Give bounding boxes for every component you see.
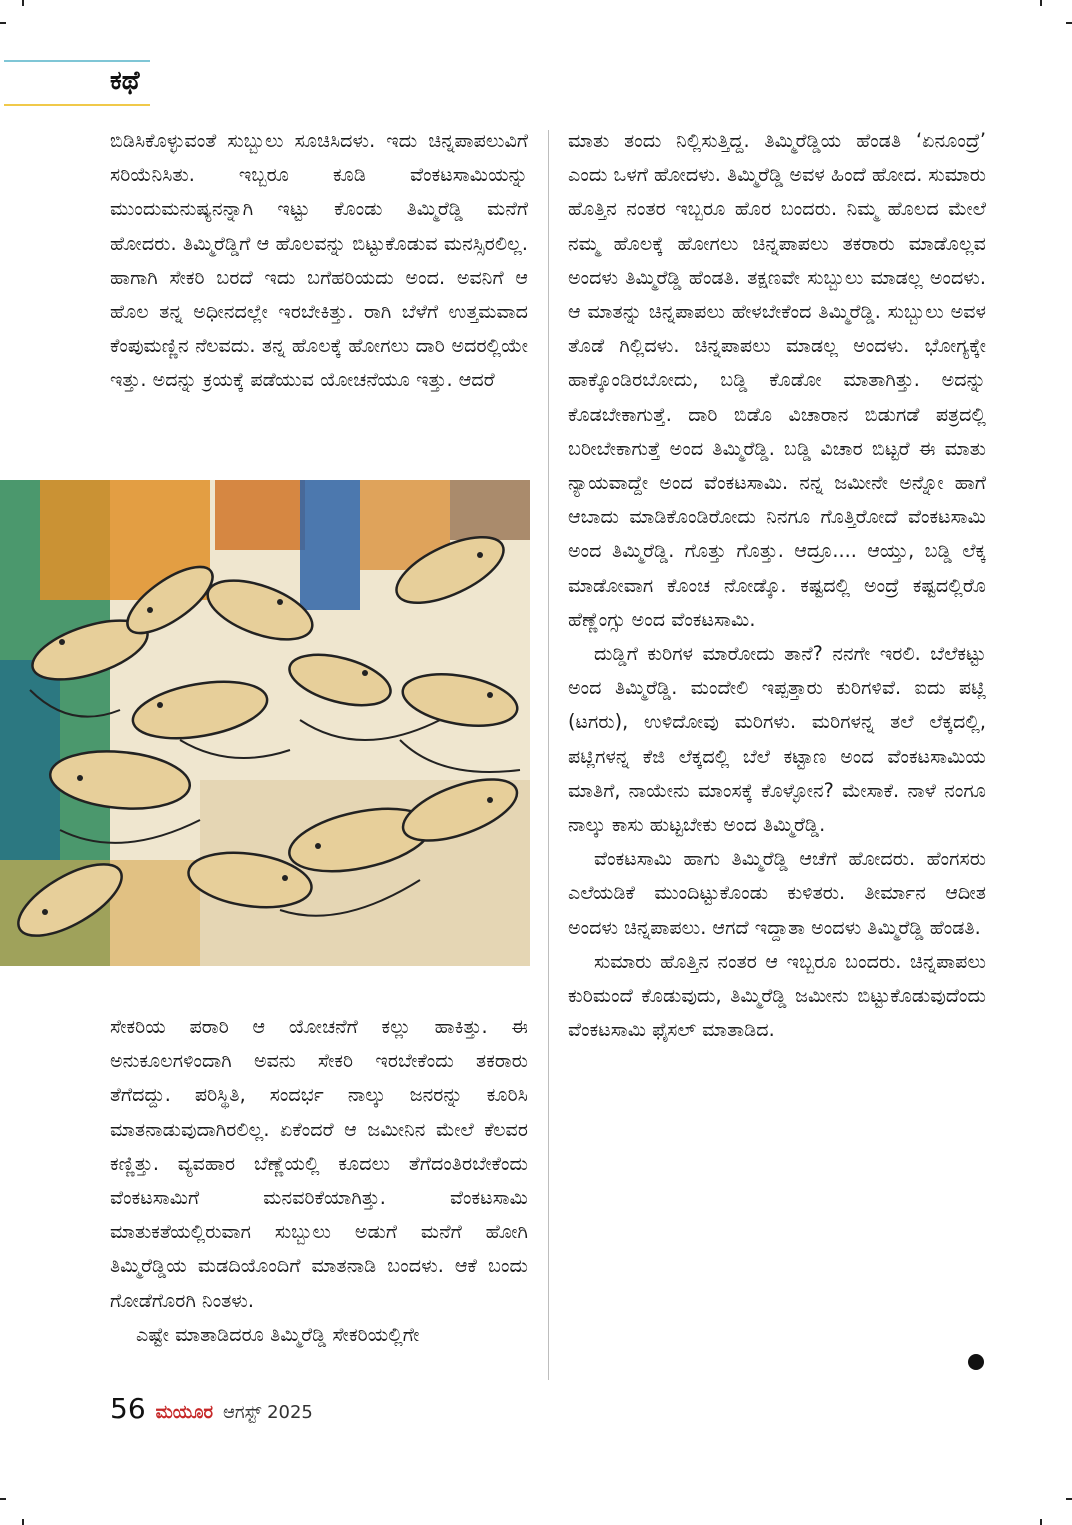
crop-mark bbox=[1066, 22, 1072, 24]
page-footer bbox=[110, 1392, 313, 1428]
section-rule-top bbox=[4, 60, 150, 62]
section-label: ಕಥೆ bbox=[110, 66, 140, 96]
column-right bbox=[568, 124, 986, 1047]
paragraph: ಎಷ್ಟೇ ಮಾತಾಡಿದರೂ ತಿಮ್ಮಿರೆಡ್ಡಿ ಸೇಕರಿಯಲ್ಲಿಗೇ bbox=[136, 1322, 420, 1346]
paragraph: ಸುಮಾರು ಹೊತ್ತಿನ ನಂತರ ಆ ಇಬ್ಬರೂ ಬಂದರು. ಚಿನ್ನಪಾಪಲು ಕುರಿಮಂದೆ ಕೊಡುವುದು, ತಿಮ್ಮಿರೆಡ್ಡಿ ಜಮೀನು ಬಿಟ್ಟುಕೊಡುವುದೆಂದು ವೆಂಕಟಸಾಮಿ ಫೈಸಲ್ ಮಾತಾಡಿದ. bbox=[568, 949, 986, 1042]
magazine-logo: ಮಯೂರ bbox=[155, 1402, 214, 1423]
column-left-bottom bbox=[110, 1010, 528, 1352]
crop-mark bbox=[22, 1519, 24, 1525]
crop-mark bbox=[1066, 1498, 1072, 1500]
section-rule-bottom bbox=[4, 104, 150, 106]
column-left-top bbox=[110, 124, 528, 398]
page-number: 56 bbox=[110, 1392, 146, 1425]
illustration-sheep-flock bbox=[0, 480, 530, 966]
paragraph: ದುಡ್ಡಿಗೆ ಕುರಿಗಳ ಮಾರೋದು ತಾನೆ? ನನಗೇ ಇರಲಿ. ಬೆಲೆಕಟ್ಟು ಅಂದ ತಿಮ್ಮಿರೆಡ್ಡಿ. ಮಂದೇಲಿ ಇಪ್ಪತ್ತಾರು ಕುರಿಗಳಿವೆ. ಐದು ಪಟ್ಲಿ (ಟಗರು), ಉಳಿದೋವು ಮರಿಗಳು. ಮರಿಗಳನ್ನ ತಲೆ ಲೆಕ್ಕದಲ್ಲಿ, ಪಟ್ಲಿಗಳನ್ನ ಕೆಜಿ ಲೆಕ್ಕದಲ್ಲಿ ಬೆಲೆ ಕಟ್ಟಾಣ ಅಂದ ವೆಂಕಟಸಾಮಿಯ ಮಾತಿಗೆ, ನಾಯೇನು ಮಾಂಸಕ್ಕೆ ಕೊಳ್ಳೋನ? ಮೇಸಾಕೆ. ನಾಳೆ ನಂಗೂ ನಾಲ್ಕು ಕಾಸು ಹುಟ್ಟಬೇಕು ಅಂದ ತಿಮ್ಮಿರೆಡ್ಡಿ. bbox=[568, 642, 986, 837]
crop-mark bbox=[0, 1498, 6, 1500]
crop-mark bbox=[22, 0, 24, 6]
paragraph: ಬಿಡಿಸಿಕೊಳ್ಳುವಂತೆ ಸುಬ್ಬುಲು ಸೂಚಿಸಿದಳು. ಇದು ಚಿನ್ನಪಾಪಲುವಿಗೆ ಸರಿಯೆನಿಸಿತು. ಇಬ್ಬರೂ ಕೂಡಿ ವೆಂಕಟಸಾಮಿಯನ್ನು ಮುಂದುಮನುಷ್ಯನನ್ನಾಗಿ ಇಟ್ಟು ಕೊಂಡು ತಿಮ್ಮಿರೆಡ್ಡಿ ಮನೆಗೆ ಹೋದರು. ತಿಮ್ಮಿರೆಡ್ಡಿಗೆ ಆ ಹೊಲವನ್ನು ಬಿಟ್ಟುಕೊಡುವ ಮನಸ್ಸಿರಲಿಲ್ಲ. ಹಾಗಾಗಿ ಸೇಕರಿ ಬರದೆ ಇದು ಬಗೆಹರಿಯದು ಅಂದ. ಅವನಿಗೆ ಆ ಹೊಲ ತನ್ನ ಅಧೀನದಲ್ಲೇ ಇರಬೇಕಿತ್ತು. ರಾಗಿ ಬೆಳೆಗೆ ಉತ್ತಮವಾದ ಕೆಂಪುಮಣ್ಣಿನ ನೆಲವದು. ತನ್ನ ಹೊಲಕ್ಕೆ ಹೋಗಲು ದಾರಿ ಅದರಲ್ಲಿಯೇ ಇತ್ತು. ಅದನ್ನು ಕ್ರಯಕ್ಕೆ ಪಡೆಯುವ ಯೋಚನೆಯೂ ಇತ್ತು. ಆದರೆ bbox=[110, 129, 528, 392]
column-divider bbox=[548, 130, 549, 1380]
crop-mark bbox=[0, 22, 6, 24]
issue-date: ಆಗಸ್ಟ್ 2025 bbox=[223, 1402, 313, 1423]
paragraph: ವೆಂಕಟಸಾಮಿ ಹಾಗು ತಿಮ್ಮಿರೆಡ್ಡಿ ಆಚೆಗೆ ಹೋದರು. ಹೆಂಗಸರು ಎಲೆಯಡಿಕೆ ಮುಂದಿಟ್ಟುಕೊಂಡು ಕುಳಿತರು. ತೀರ್ಮಾನ ಆದೀತ ಅಂದಳು ಚಿನ್ನಪಾಪಲು. ಆಗದೆ ಇದ್ದಾತಾ ಅಂದಳು ತಿಮ್ಮಿರೆಡ್ಡಿ ಹೆಂಡತಿ. bbox=[568, 847, 986, 939]
paragraph: ಸೇಕರಿಯ ಪರಾರಿ ಆ ಯೋಚನೆಗೆ ಕಲ್ಲು ಹಾಕಿತ್ತು. ಈ ಅನುಕೂಲಗಳಿಂದಾಗಿ ಅವನು ಸೇಕರಿ ಇರಬೇಕೆಂದು ತಕರಾರು ತೆಗೆದದ್ದು. ಪರಿಸ್ಥಿತಿ, ಸಂದರ್ಭ ನಾಲ್ಕು ಜನರನ್ನು ಕೂರಿಸಿ ಮಾತನಾಡುವುದಾಗಿರಲಿಲ್ಲ. ಏಕೆಂದರೆ ಆ ಜಮೀನಿನ ಮೇಲೆ ಕೆಲವರ ಕಣ್ಣಿತ್ತು. ವ್ಯವಹಾರ ಬೆಣ್ಣೆಯಲ್ಲಿ ಕೂದಲು ತೆಗೆದಂತಿರಬೇಕೆಂದು ವೆಂಕಟಸಾಮಿಗೆ ಮನವರಿಕೆಯಾಗಿತ್ತು. ವೆಂಕಟಸಾಮಿ ಮಾತುಕತೆಯಲ್ಲಿರುವಾಗ ಸುಬ್ಬುಲು ಅಡುಗೆ ಮನೆಗೆ ಹೋಗಿ ತಿಮ್ಮಿರೆಡ್ಡಿಯ ಮಡದಿಯೊಂದಿಗೆ ಮಾತನಾಡಿ ಬಂದಳು. ಆಕೆ ಬಂದು ಗೋಡೆಗೊರಗಿ ನಿಂತಳು. bbox=[110, 1015, 528, 1312]
story-end-dot-icon bbox=[968, 1354, 984, 1370]
crop-mark bbox=[1040, 1519, 1042, 1525]
paragraph: ಮಾತು ತಂದು ನಿಲ್ಲಿಸುತ್ತಿದ್ದ. ತಿಮ್ಮಿರೆಡ್ಡಿಯ ಹೆಂಡತಿ ‘ಏನೂಂದ್ರೆ’ ಎಂದು ಒಳಗೆ ಹೋದಳು. ತಿಮ್ಮಿರೆಡ್ಡಿ ಅವಳ ಹಿಂದೆ ಹೋದ. ಸುಮಾರು ಹೊತ್ತಿನ ನಂತರ ಇಬ್ಬರೂ ಹೊರ ಬಂದರು. ನಿಮ್ಮ ಹೊಲದ ಮೇಲೆ ನಮ್ಮ ಹೊಲಕ್ಕೆ ಹೋಗಲು ಚಿನ್ನಪಾಪಲು ತಕರಾರು ಮಾಡೊಲ್ಲವ ಅಂದಳು ತಿಮ್ಮಿರೆಡ್ಡಿ ಹೆಂಡತಿ. ತಕ್ಷಣವೇ ಸುಬ್ಬುಲು ಮಾಡಲ್ಲ ಅಂದಳು. ಆ ಮಾತನ್ನು ಚಿನ್ನಪಾಪಲು ಹೇಳಬೇಕೆಂದ ತಿಮ್ಮಿರೆಡ್ಡಿ. ಸುಬ್ಬುಲು ಅವಳ ತೊಡೆ ಗಿಲ್ಲಿದಳು. ಚಿನ್ನಪಾಪಲು ಮಾಡಲ್ಲ ಅಂದಳು. ಭೋಗ್ಯಕ್ಕೇ ಹಾಕ್ಕೊಂಡಿರಬೋದು, ಬಡ್ಡಿ ಕೊಡೋ ಮಾತಾಗಿತ್ತು. ಅದನ್ನು ಕೊಡಬೇಕಾಗುತ್ತೆ. ದಾರಿ ಬಿಡೊ ವಿಚಾರಾನ ಬಿಡುಗಡೆ ಪತ್ರದಲ್ಲಿ ಬರೀಬೇಕಾಗುತ್ತೆ ಅಂದ ತಿಮ್ಮಿರೆಡ್ಡಿ. ಬಡ್ಡಿ ವಿಚಾರ ಬಿಟ್ಟರೆ ಈ ಮಾತು ನ್ಯಾಯವಾದ್ದೇ ಅಂದ ವೆಂಕಟಸಾಮಿ. ನನ್ನ ಜಮೀನೇ ಅನ್ನೋ ಹಾಗೆ ಆಬಾದು ಮಾಡಿಕೊಂಡಿರೋದು ನಿನಗೂ ಗೊತ್ತಿರೋದೆ ವೆಂಕಟಸಾಮಿ ಅಂದ ತಿಮ್ಮಿರೆಡ್ಡಿ. ಗೊತ್ತು ಗೊತ್ತು. ಆದ್ರೂ.... ಆಯ್ತು, ಬಡ್ಡಿ ಲೆಕ್ಕ ಮಾಡೋವಾಗ ಕೊಂಚ ನೋಡ್ಕೊ. ಕಷ್ಟದಲ್ಲಿ ಅಂದ್ರೆ ಕಷ್ಟದಲ್ಲಿರೊ ಹೆಣ್ಣೆಂಗ್ಸು ಅಂದ ವೆಂಕಟಸಾಮಿ. bbox=[568, 129, 986, 631]
crop-mark bbox=[1040, 0, 1042, 6]
